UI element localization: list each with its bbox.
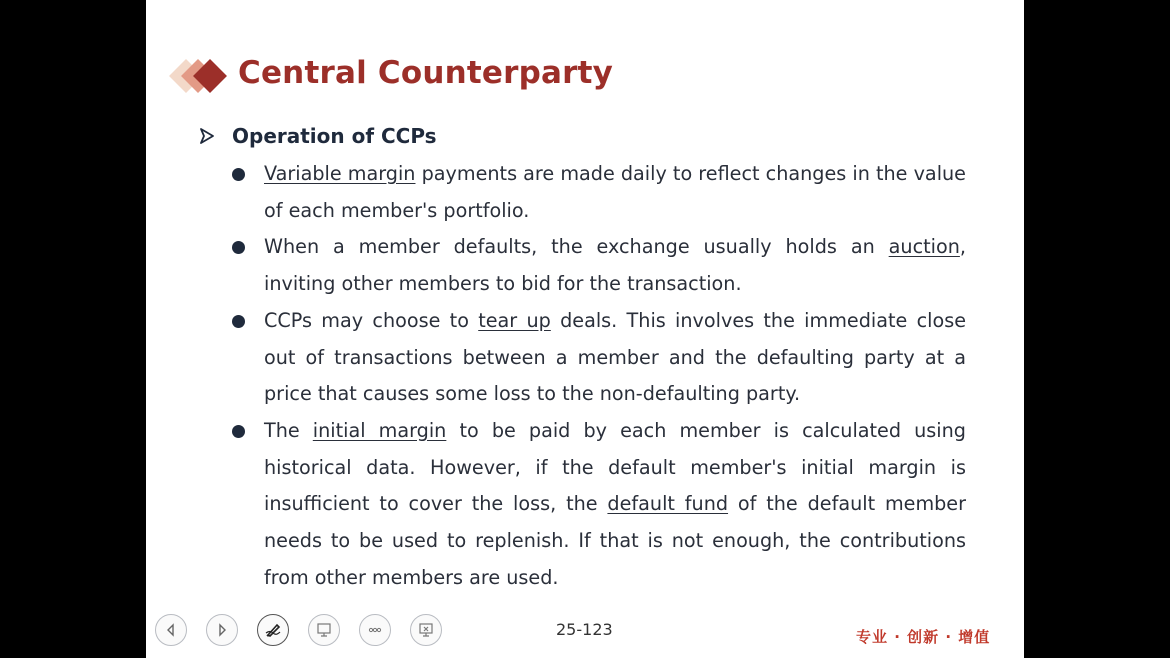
underlined-term: Variable margin [264,162,416,185]
underlined-term: tear up [478,308,551,332]
slide-button[interactable] [308,614,340,646]
page-number: 25-123 [556,620,613,639]
previous-button[interactable] [155,614,187,646]
slide-icon [315,621,333,639]
more-icon [366,621,384,639]
exit-button[interactable] [410,614,442,646]
slide-footer [146,610,1024,654]
bullet-list [232,156,966,596]
bullet-text: When a member defaults, the exchange usually holds an [264,235,889,259]
bullet-item [232,303,966,413]
bullet-item [232,229,966,302]
bullet-text: payments are made daily to reflect changes in the value of each member's portfolio. [264,162,966,222]
bullet-text: of the default member needs to be used to replenish. If that is not enough, the contributions from other members are used. [264,492,967,589]
previous-icon [162,621,180,639]
bullet-dot-icon [232,241,245,254]
diamond-logo-icon [168,58,238,98]
subheading [198,124,437,148]
brand-slogan: 专业 · 创新 · 增值 [856,628,991,646]
next-button[interactable] [206,614,238,646]
underlined-term: default fund [607,492,729,516]
bullet-text: to be paid by each member is calculated using historical data. However, if the default member's initial margin is insufficient to cover the loss, the [264,418,966,516]
exit-icon [417,621,435,639]
bullet-dot-icon [232,315,245,328]
bullet-dot-icon [232,168,245,181]
bullet-item [232,413,966,597]
more-button[interactable] [359,614,391,646]
underlined-term: initial margin [312,418,447,442]
bullet-item [232,156,966,229]
arrow-bullet-icon [198,127,216,145]
subheading-text: Operation of CCPs [232,124,437,148]
slide-title: Central Counterparty [238,55,614,91]
bullet-dot-icon [232,425,245,438]
pen-icon [264,621,282,639]
pen-button[interactable] [257,614,289,646]
bullet-text: deals. This involves the immediate close out of transactions between a member and the defaulting party at a price that causes some loss to the non-defaulting party. [264,308,966,406]
bullet-text: The [264,418,313,442]
bullet-text: CCPs may choose to [264,308,479,332]
next-icon [213,621,231,639]
slide [146,0,1024,658]
underlined-term: auction [888,235,960,259]
bullet-text: , inviting other members to bid for the transaction. [264,235,966,296]
